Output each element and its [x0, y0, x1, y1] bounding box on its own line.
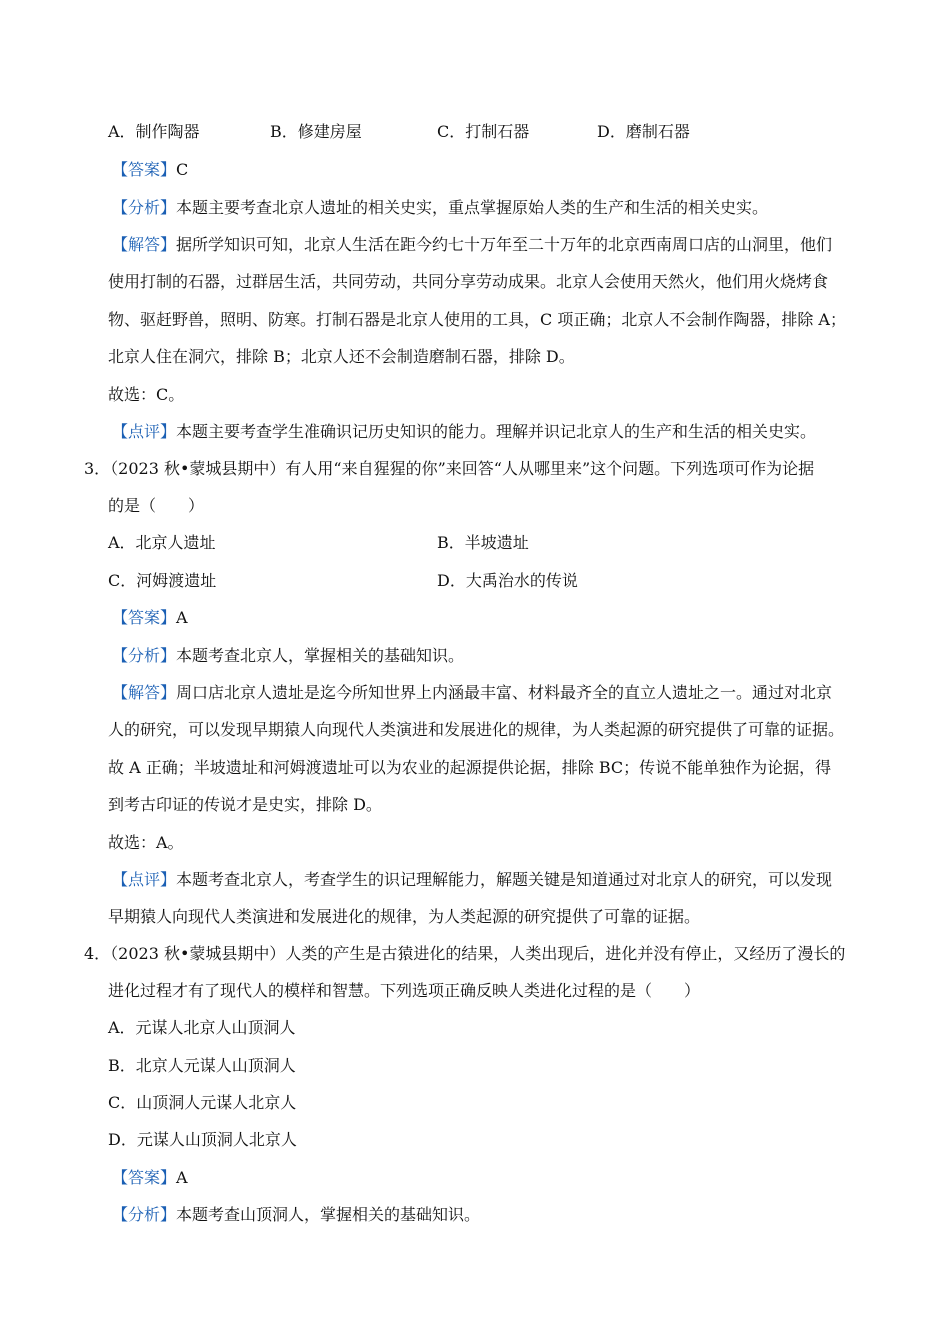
q4-analysis — [112, 1205, 480, 1225]
answer-tag: 【答案】 — [112, 160, 177, 179]
q3-stem-line: 3．（2023 秋•蒙城县期中）有人用“来自猩猩的你”来回答“人从哪里来”这个问题。下列选项可作为论据 — [84, 459, 815, 478]
analysis-text: 本题考查北京人，掌握相关的基础知识。 — [176, 646, 465, 665]
q2-choice: 故选：C。 — [108, 385, 185, 404]
q2-solution-line — [112, 235, 832, 255]
analysis-tag: 【分析】 — [112, 198, 177, 217]
q2-option-d: D．磨制石器 — [597, 122, 690, 141]
answer-value: C — [176, 160, 189, 179]
analysis-text: 本题主要考查北京人遗址的相关史实，重点掌握原始人类的生产和生活的相关史实。 — [176, 198, 769, 217]
q4-stem-line: 进化过程才有了现代人的模样和智慧。下列选项正确反映人类进化过程的是（ ） — [108, 981, 701, 1000]
solution-text: 周口店北京人遗址是迄今所知世界上内涵最丰富、材料最齐全的直立人遗址之一。通过对北京 — [176, 683, 833, 702]
solution-text: 据所学知识可知，北京人生活在距今约七十万年至二十万年的北京西南周口店的山洞里，他们 — [176, 235, 833, 254]
q4-option-b: B．北京人元谋人山顶洞人 — [108, 1056, 296, 1075]
answer-tag: 【答案】 — [112, 608, 177, 627]
q4-stem-line: 4．（2023 秋•蒙城县期中）人类的产生是古猿进化的结果，人类出现后，进化并没有停止，又经历了漫长的 — [84, 944, 846, 963]
q2-solution-line: 北京人住在洞穴，排除 B；北京人还不会制造磨制石器，排除 D。 — [108, 347, 575, 366]
q2-analysis — [112, 198, 768, 218]
q2-solution-line: 使用打制的石器，过群居生活，共同劳动，共同分享劳动成果。北京人会使用天然火，他们用火烧烤食 — [108, 272, 829, 291]
q2-option-b: B．修建房屋 — [270, 122, 362, 141]
q3-solution-line: 故 A 正确；半坡遗址和河姆渡遗址可以为农业的起源提供论据，排除 BC；传说不能单独作为论据，得 — [108, 758, 832, 777]
comment-text: 本题主要考查学生准确识记历史知识的能力。理解并识记北京人的生产和生活的相关史实。 — [176, 422, 817, 441]
q3-solution-line: 人的研究，可以发现早期猿人向现代人类演进和发展进化的规律，为人类起源的研究提供了可靠的证据。 — [108, 720, 845, 739]
answer-value: A — [176, 1168, 188, 1187]
q3-analysis — [112, 646, 464, 666]
q4-option-c: C．山顶洞人元谋人北京人 — [108, 1093, 297, 1112]
solution-tag: 【解答】 — [112, 683, 177, 702]
q3-option-b: B．半坡遗址 — [437, 533, 529, 552]
analysis-tag: 【分析】 — [112, 1205, 177, 1224]
comment-text: 本题考查北京人，考查学生的识记理解能力，解题关键是知道通过对北京人的研究，可以发现 — [176, 870, 833, 889]
q2-answer — [112, 160, 188, 180]
q4-option-d: D．元谋人山顶洞人北京人 — [108, 1130, 297, 1149]
q3-solution-line: 到考古印证的传说才是史实，排除 D。 — [108, 795, 382, 814]
analysis-tag: 【分析】 — [112, 646, 177, 665]
q3-answer — [112, 608, 188, 628]
q2-option-a: A．制作陶器 — [108, 122, 200, 141]
solution-tag: 【解答】 — [112, 235, 177, 254]
q3-stem-line: 的是（ ） — [108, 496, 205, 515]
q2-option-c: C．打制石器 — [437, 122, 530, 141]
q2-solution-line: 物、驱赶野兽，照明、防寒。打制石器是北京人使用的工具，C 项正确；北京人不会制作陶器，排除 A； — [108, 310, 846, 329]
q3-option-c: C．河姆渡遗址 — [108, 571, 217, 590]
q3-option-d: D．大禹治水的传说 — [437, 571, 578, 590]
q4-answer — [112, 1168, 188, 1188]
q2-comment — [112, 422, 816, 442]
analysis-text: 本题考查山顶洞人，掌握相关的基础知识。 — [176, 1205, 481, 1224]
q3-choice: 故选：A。 — [108, 833, 184, 852]
q3-solution-line — [112, 683, 832, 703]
answer-tag: 【答案】 — [112, 1168, 177, 1187]
q3-comment-line: 早期猿人向现代人类演进和发展进化的规律，为人类起源的研究提供了可靠的证据。 — [108, 907, 701, 926]
answer-value: A — [176, 608, 188, 627]
q3-option-a: A．北京人遗址 — [108, 533, 216, 552]
q4-option-a: A．元谋人北京人山顶洞人 — [108, 1018, 296, 1037]
q3-comment — [112, 870, 832, 890]
comment-tag: 【点评】 — [112, 422, 177, 441]
comment-tag: 【点评】 — [112, 870, 177, 889]
